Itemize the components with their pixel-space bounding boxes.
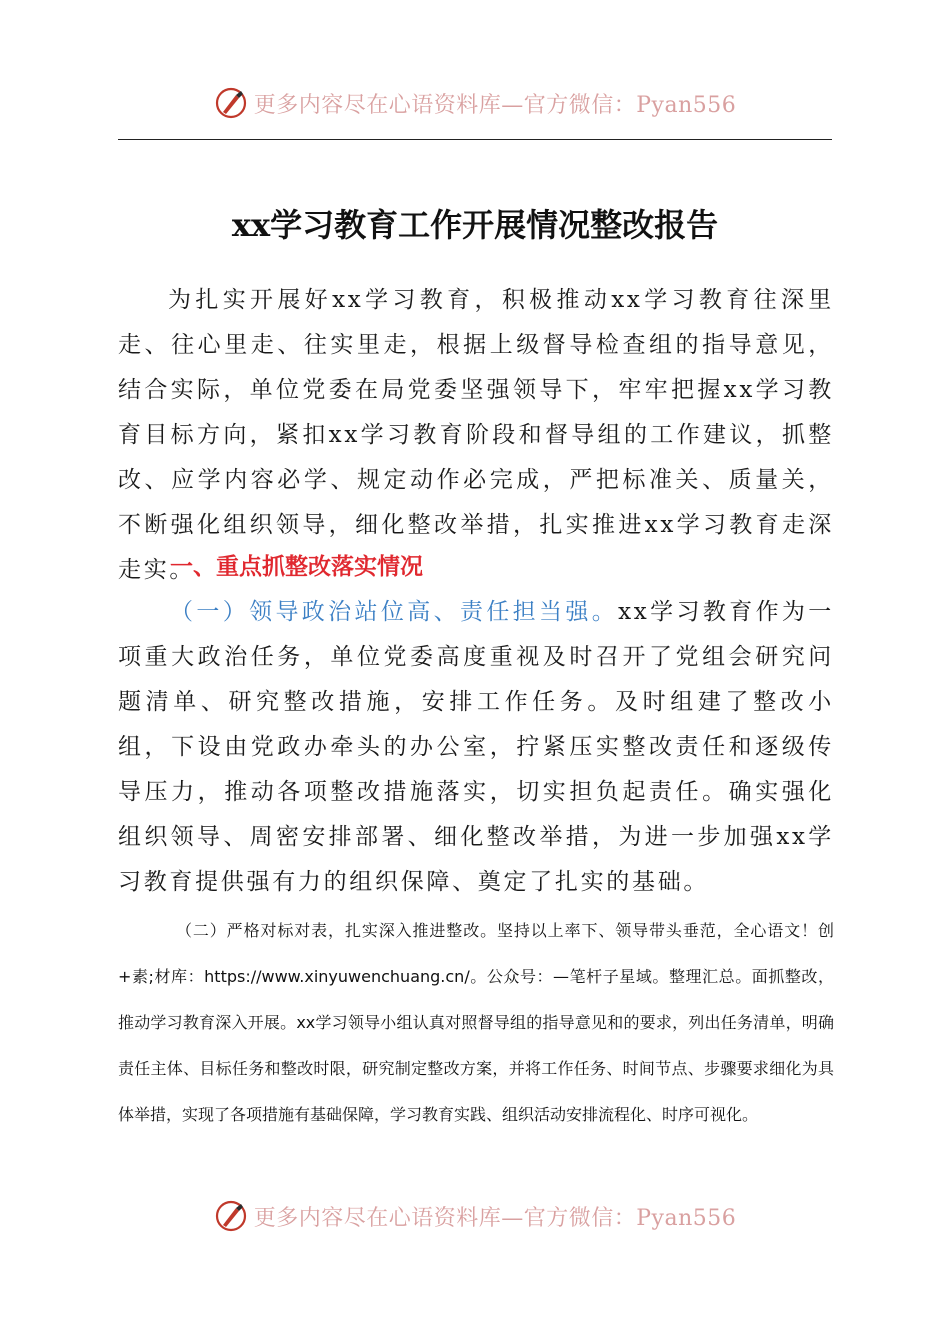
subsection-1-lead: （一）领导政治站位高、责任担当强。 xyxy=(170,599,619,625)
header-watermark xyxy=(0,83,950,123)
footer-brand-text: 更多内容尽在心语资料库—官方微信：Pyan556 xyxy=(253,1205,737,1231)
subsection-1-body: xx学习教育作为一项重大政治任务，单位党委高度重视及时召开了党组会研究问题清单、研究整改措施，安排工作任务。及时组建了整改小组，下设由党政办牵头的办公室，拧紧压实整改责任和逐级传导压力，推动各项整改措施落实，切实担负起责任。确实强化组织领导、周密安排部署、细化整改举措，为进一步加强xx学习教育提供强有力的组织保障、奠定了扎实的基础。 xyxy=(118,599,834,895)
section-heading: 一、重点抓整改落实情况 xyxy=(170,554,423,580)
subsection-2-paragraph: （二）严格对标对表，扎实深入推进整改。坚持以上率下、领导带头垂范，全心语文！创+素;材库：https://www.xinyuwenchuang.cn/。公众号：—笔杆子星域。整理汇总。面抓整改，推动学习教育深入开展。xx学习领导小组认真对照督导组的指导意见和的要求，列出任务清单，明确责任主体、目标任务和整改时限，研究制定整改方案，并将工作任务、时间节点、步骤要求细化为具体举措，实现了各项措施有基础保障，学习教育实践、组织活动安排流程化、时序可视化。 xyxy=(118,921,834,1124)
pen-feather-icon xyxy=(214,86,248,120)
page-title: xx学习教育工作开展情况整改报告 xyxy=(231,206,719,244)
intro-paragraph: 为扎实开展好xx学习教育，积极推动xx学习教育往深里走、往心里走、往实里走，根据上级督导检查组的指导意见，结合实际，单位党委在局党委坚强领导下，牢牢把握xx学习教育目标方向，紧扣xx学习教育阶段和督导组的工作建议，抓整改、应学内容必学、规定动作必完成，严把标准关、质量关，不断强化组织领导，细化整改举措，扎实推进xx学习教育走深走实。 xyxy=(118,287,834,583)
subsection-1-paragraph xyxy=(118,590,834,905)
footer-watermark xyxy=(0,1196,950,1236)
pen-feather-icon xyxy=(214,1199,248,1233)
header-divider xyxy=(118,139,832,140)
header-brand-text: 更多内容尽在心语资料库—官方微信：Pyan556 xyxy=(253,92,737,118)
